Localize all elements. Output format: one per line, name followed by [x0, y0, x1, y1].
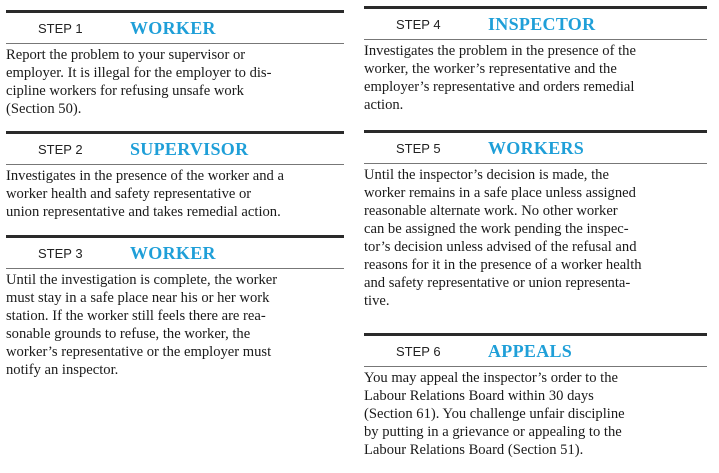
text-line: reasons for it in the presence of a worker health — [364, 257, 642, 273]
text-line: Investigates the problem in the presence of the — [364, 43, 636, 59]
step-3 — [6, 235, 344, 379]
step-title: WORKER — [130, 17, 216, 38]
step-4 — [364, 6, 707, 114]
step-1 — [6, 10, 344, 118]
step-text — [364, 163, 707, 310]
text-line: sonable grounds to refuse, the worker, the — [6, 326, 251, 342]
step-header — [364, 333, 707, 366]
text-line: by putting in a grievance or appealing to the — [364, 424, 622, 440]
text-line: tive. — [364, 293, 390, 309]
step-text — [6, 43, 344, 118]
text-line: Labour Relations Board within 30 days — [364, 388, 594, 404]
step-header — [6, 10, 344, 43]
text-line: worker, the worker’s representative and the — [364, 61, 617, 77]
step-number: STEP 4 — [396, 16, 441, 32]
step-title: WORKERS — [488, 137, 585, 158]
step-header — [6, 235, 344, 268]
text-line: Report the problem to your supervisor or — [6, 47, 246, 63]
text-line: employer’s representative and orders remedial — [364, 79, 635, 95]
text-line: cipline workers for refusing unsafe work — [6, 83, 244, 99]
step-2 — [6, 131, 344, 221]
step-header — [6, 131, 344, 164]
text-line: station. If the worker still feels there are rea- — [6, 308, 266, 324]
text-line: Labour Relations Board (Section 51). — [364, 442, 584, 458]
step-number: STEP 2 — [38, 141, 83, 157]
step-6 — [364, 333, 707, 459]
text-line: worker health and safety representative or — [6, 186, 252, 202]
text-line: notify an inspector. — [6, 362, 119, 378]
text-line: Investigates in the presence of the worker and a — [6, 168, 284, 184]
text-line: action. — [364, 97, 404, 113]
step-number: STEP 6 — [396, 343, 441, 359]
step-header — [364, 6, 707, 39]
text-line: and safety representative or union representa- — [364, 275, 631, 291]
step-number: STEP 3 — [38, 245, 83, 261]
text-line: Until the investigation is complete, the worker — [6, 272, 278, 288]
text-line: (Section 50). — [6, 101, 82, 117]
step-number: STEP 1 — [38, 20, 83, 36]
text-line: union representative and takes remedial action. — [6, 204, 281, 220]
step-title: APPEALS — [488, 340, 573, 361]
step-header — [364, 130, 707, 163]
text-line: reasonable alternate work. No other worker — [364, 203, 618, 219]
text-line: tor’s decision unless advised of the refusal and — [364, 239, 637, 255]
text-line: You may appeal the inspector’s order to the — [364, 370, 618, 386]
step-title: WORKER — [130, 242, 216, 263]
text-line: worker’s representative or the employer must — [6, 344, 272, 360]
step-text — [6, 268, 344, 379]
text-line: worker remains in a safe place unless assigned — [364, 185, 636, 201]
step-5 — [364, 130, 707, 310]
text-line: employer. It is illegal for the employer to dis- — [6, 65, 272, 81]
step-title: SUPERVISOR — [130, 138, 249, 159]
step-number: STEP 5 — [396, 140, 441, 156]
text-line: must stay in a safe place near his or her work — [6, 290, 270, 306]
step-text — [364, 39, 707, 114]
step-title: INSPECTOR — [488, 13, 596, 34]
step-text — [6, 164, 344, 221]
text-line: Until the inspector’s decision is made, the — [364, 167, 609, 183]
step-text — [364, 366, 707, 459]
text-line: (Section 61). You challenge unfair discipline — [364, 406, 625, 422]
text-line: can be assigned the work pending the inspec- — [364, 221, 629, 237]
